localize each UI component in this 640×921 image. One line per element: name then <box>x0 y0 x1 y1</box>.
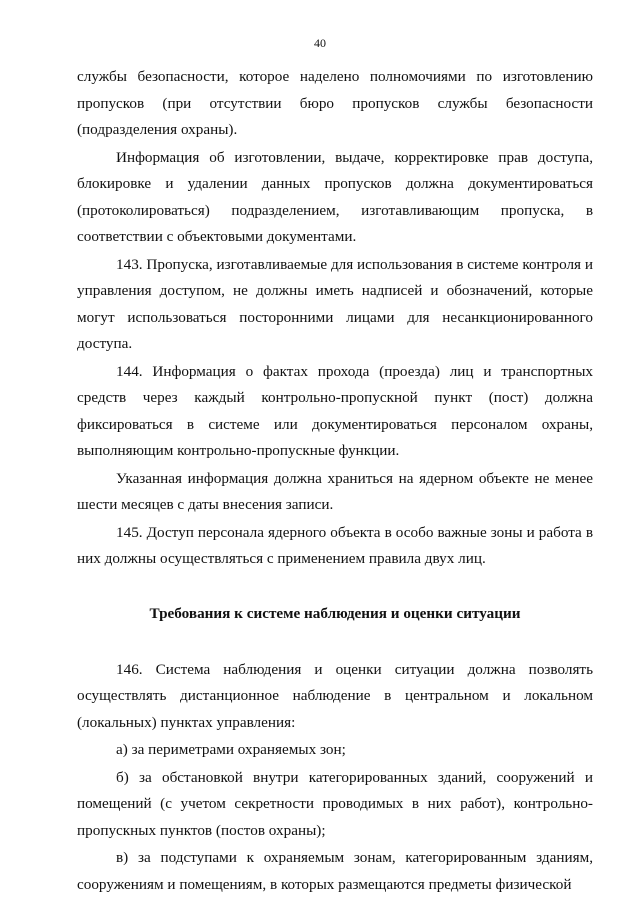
list-item-a: а) за периметрами охраняемых зон; <box>116 741 346 758</box>
list-item-v: в) за подступами к охраняемым зонам, категорированным зданиям, сооружениям и помещениям, в которых размещаются предметы физической <box>77 849 593 893</box>
paragraph-continuation: службы безопасности, которое наделено полномочиями по изготовлению пропусков (при отсутствии бюро пропусков службы безопасности (подразделения охраны). <box>77 68 593 138</box>
paragraph-146: 146. Система наблюдения и оценки ситуации должна позволять осуществлять дистанционное наблюдение в центральном и локальном (локальных) пунктах управления: <box>77 660 593 731</box>
section-heading: Требования к системе наблюдения и оценки ситуации <box>149 604 521 622</box>
paragraph-144: 144. Информация о фактах прохода (проезда) лиц и транспортных средств через каждый контрольно-пропускной пункт (пост) должна фиксироваться в системе или документироваться персоналом охраны, выполняющим контрольно-пропускные функции. <box>77 362 593 459</box>
document-body <box>77 64 593 898</box>
paragraph-record-retention: Указанная информация должна храниться на ядерном объекте не менее шести месяцев с даты внесения записи. <box>77 469 593 513</box>
paragraph-143: 143. Пропуска, изготавливаемые для использования в системе контроля и управления доступом, не должны иметь надписей и обозначений, которые могут использоваться посторонними лицами для несанкционированного доступа. <box>77 255 593 352</box>
list-item-b: б) за обстановкой внутри категорированных зданий, сооружений и помещений (с учетом секретности проводимых в них работ), контрольно-пропускных пунктов (постов охраны); <box>77 768 593 839</box>
paragraph-145: 145. Доступ персонала ядерного объекта в особо важные зоны и работа в них должны осуществляться с применением правила двух лиц. <box>77 523 593 567</box>
paragraph-pass-information: Информация об изготовлении, выдаче, корректировке прав доступа, блокировке и удалении данных пропусков должна документироваться (протоколироваться) подразделением, изготавливающим пропуска, в соответствии с объектовыми документами. <box>77 148 593 245</box>
page-number: 40 <box>314 36 326 50</box>
